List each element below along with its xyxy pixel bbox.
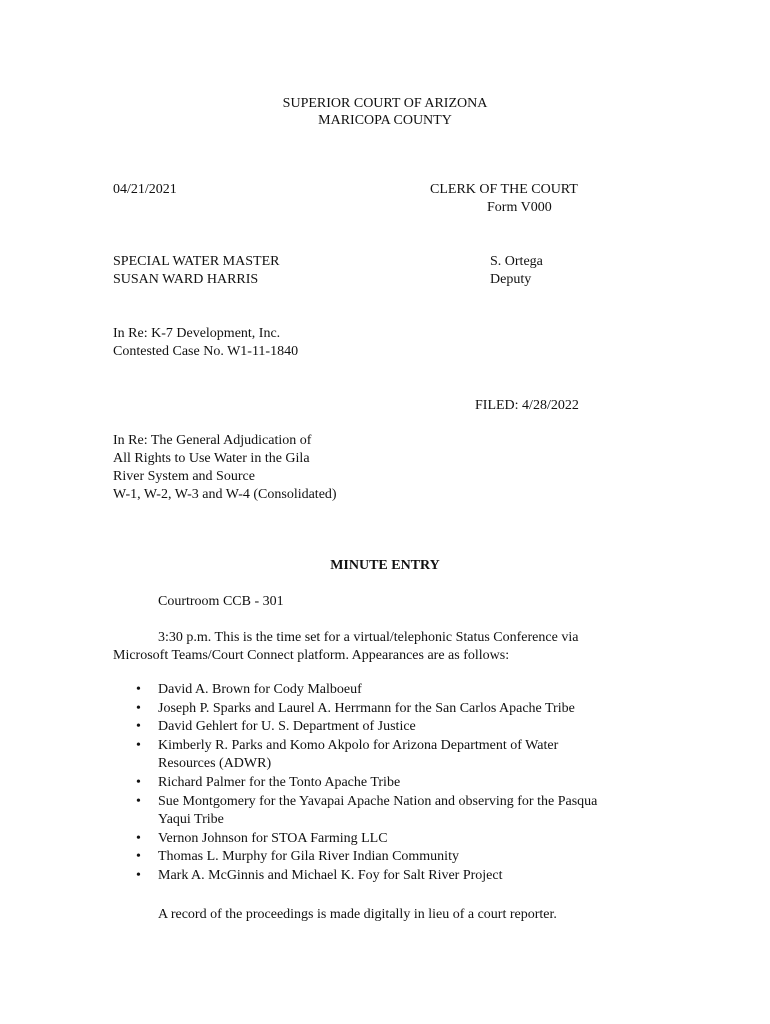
list-item: • Mark A. McGinnis and Michael K. Foy for Salt River Project — [136, 867, 656, 886]
list-item: • Vernon Johnson for STOA Farming LLC — [136, 830, 656, 849]
in-re-case: In Re: K-7 Development, Inc. — [113, 326, 281, 341]
court-name: SUPERIOR COURT OF ARIZONA — [282, 96, 488, 111]
intro-line-1: 3:30 p.m. This is the time set for a virtual/telephonic Status Conference via — [158, 630, 579, 645]
filed-date: FILED: 4/28/2022 — [475, 398, 579, 413]
deputy-title: Deputy — [490, 272, 532, 287]
intro-line-2: Microsoft Teams/Court Connect platform. Appearances are as follows: — [113, 648, 510, 663]
clerk-label: CLERK OF THE COURT — [430, 182, 578, 197]
minute-entry-heading: MINUTE ENTRY — [330, 558, 440, 573]
caption-line: River System and Source — [113, 469, 255, 484]
record-note: A record of the proceedings is made digitally in lieu of a court reporter. — [158, 907, 557, 922]
list-item: • David Gehlert for U. S. Department of Justice — [136, 718, 656, 737]
list-item: • Joseph P. Sparks and Laurel A. Herrmann for the San Carlos Apache Tribe — [136, 700, 656, 719]
general-adjudication-caption — [113, 432, 337, 504]
list-item: • Kimberly R. Parks and Komo Akpolo for Arizona Department of Water Resources (ADWR) — [136, 737, 656, 774]
list-item: • Thomas L. Murphy for Gila River Indian Community — [136, 848, 656, 867]
list-item: • Sue Montgomery for the Yavapai Apache Nation and observing for the Pasqua Yaqui Tribe — [136, 793, 656, 830]
list-item: • David A. Brown for Cody Malboeuf — [136, 681, 656, 700]
courtroom: Courtroom CCB - 301 — [158, 594, 284, 609]
caption-line: In Re: The General Adjudication of — [113, 433, 312, 448]
entry-date: 04/21/2021 — [113, 182, 177, 197]
deputy-name: S. Ortega — [490, 254, 543, 269]
case-number: Contested Case No. W1-11-1840 — [113, 344, 299, 359]
county-name: MARICOPA COUNTY — [318, 113, 452, 128]
master-name: SUSAN WARD HARRIS — [113, 272, 259, 287]
master-title: SPECIAL WATER MASTER — [113, 254, 280, 269]
caption-line: All Rights to Use Water in the Gila — [113, 451, 310, 466]
caption-line: W-1, W-2, W-3 and W-4 (Consolidated) — [113, 487, 337, 502]
form-label: Form V000 — [487, 200, 552, 215]
list-item: • Richard Palmer for the Tonto Apache Tribe — [136, 774, 656, 793]
appearances-list — [136, 681, 656, 886]
